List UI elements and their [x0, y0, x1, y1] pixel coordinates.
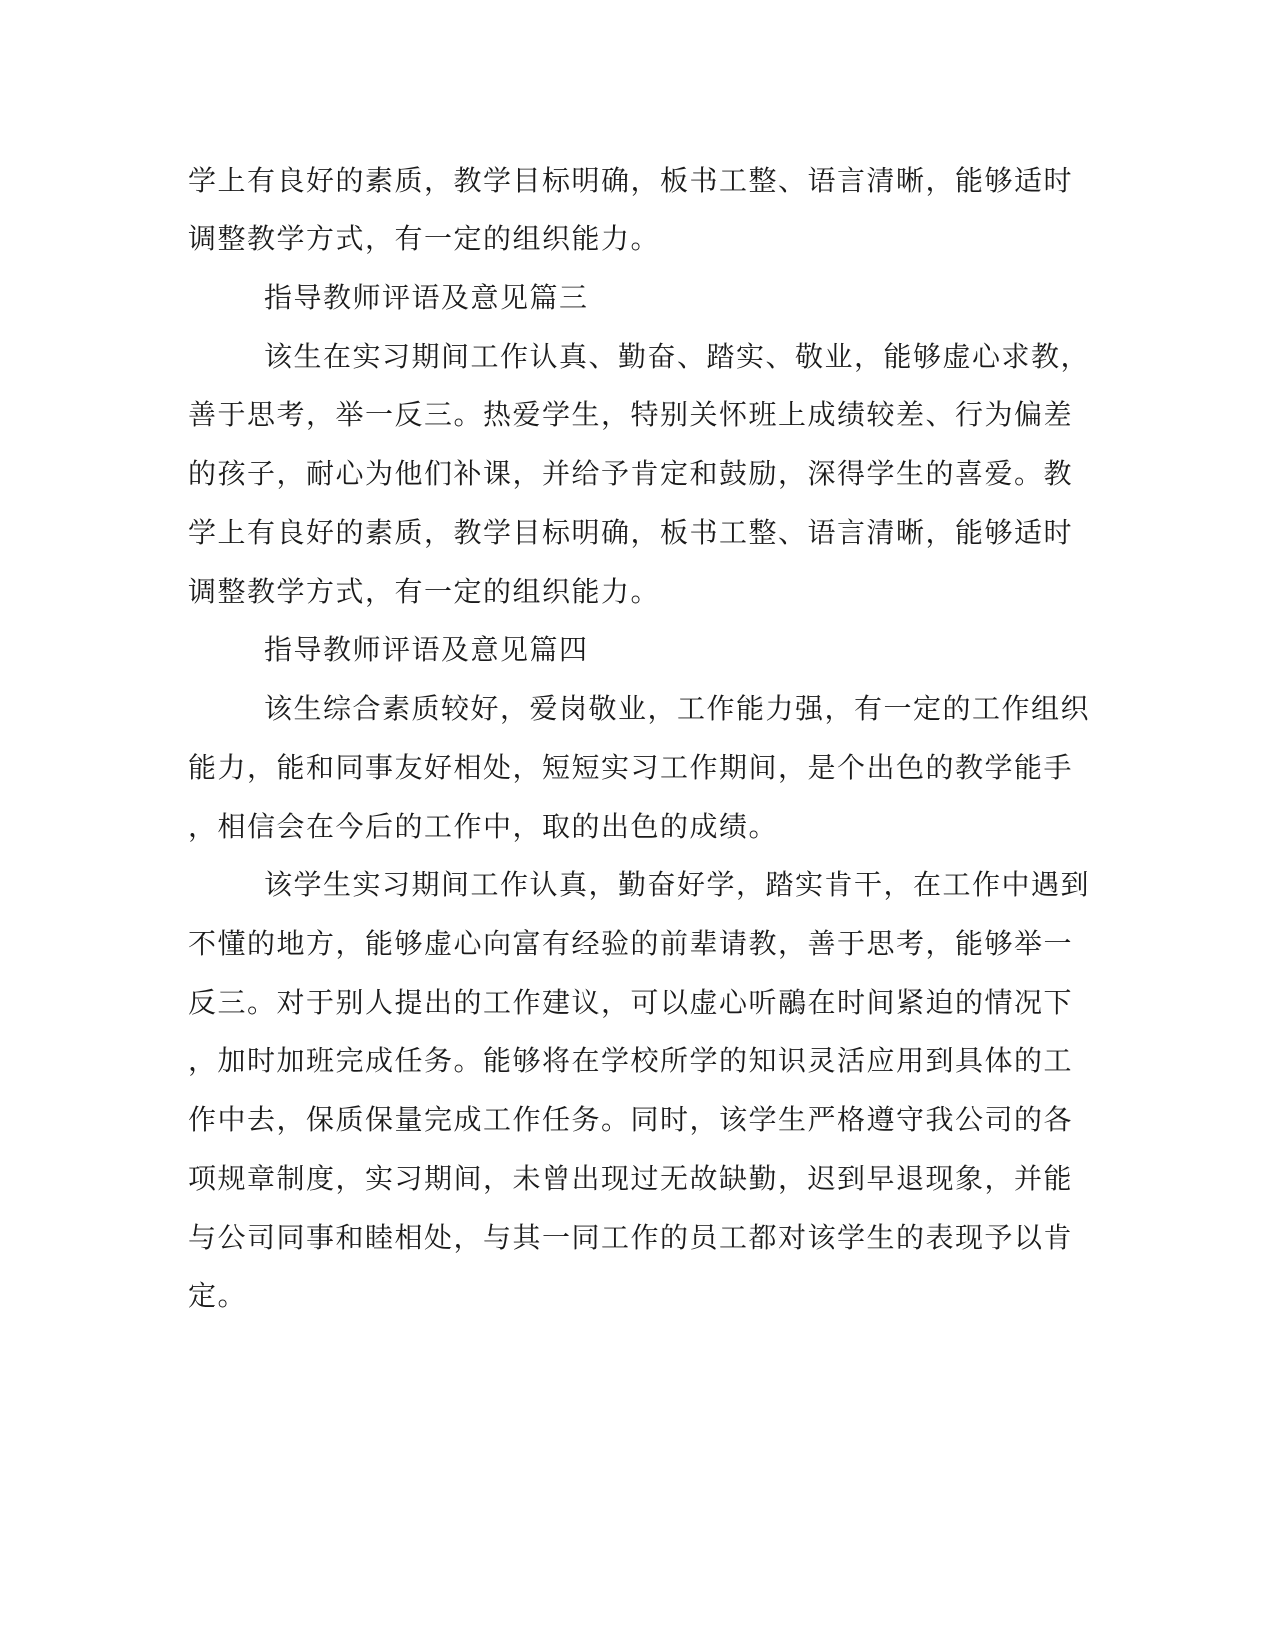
text-line: 与公司同事和睦相处，与其一同工作的员工都对该学生的表现予以肯 [188, 1221, 1074, 1254]
text-line: 能力，能和同事友好相处，短短实习工作期间，是个出色的教学能手 [188, 751, 1074, 784]
text-line: 作中去，保质保量完成工作任务。同时，该学生严格遵守我公司的各 [188, 1103, 1074, 1136]
section-heading-3: 指导教师评语及意见篇三 [264, 281, 589, 314]
text-line: 该生在实习期间工作认真、勤奋、踏实、敬业，能够虚心求教， [264, 340, 1091, 373]
text-line: 定。 [188, 1279, 248, 1312]
text-line: 该生综合素质较好，爱岗敬业，工作能力强，有一定的工作组织 [264, 692, 1091, 725]
text-line: 不懂的地方，能够虚心向富有经验的前辈请教，善于思考，能够举一 [188, 927, 1074, 960]
text-line: 反三。对于别人提出的工作建议，可以虚心听鷊在时间紧迫的情况下 [188, 986, 1074, 1019]
text-line: 调整教学方式，有一定的组织能力。 [188, 222, 661, 255]
text-line: 善于思考，举一反三。热爱学生，特别关怀班上成绩较差、行为偏差 [188, 398, 1074, 431]
text-line: ，相信会在今后的工作中，取的出色的成绩。 [188, 810, 779, 843]
text-line: 的孩子，耐心为他们补课，并给予肯定和鼓励，深得学生的喜爱。教 [188, 457, 1074, 490]
text-line: 项规章制度，实习期间，未曾出现过无故缺勤，迟到早退现象，并能 [188, 1162, 1074, 1195]
text-line: 调整教学方式，有一定的组织能力。 [188, 575, 661, 608]
section-heading-4: 指导教师评语及意见篇四 [264, 633, 589, 666]
text-line: ，加时加班完成任务。能够将在学校所学的知识灵活应用到具体的工 [188, 1044, 1074, 1077]
text-line: 该学生实习期间工作认真，勤奋好学，踏实肯干，在工作中遇到 [264, 868, 1091, 901]
text-line: 学上有良好的素质，教学目标明确，板书工整、语言清晰，能够适时 [188, 164, 1074, 197]
text-line: 学上有良好的素质，教学目标明确，板书工整、语言清晰，能够适时 [188, 516, 1074, 549]
